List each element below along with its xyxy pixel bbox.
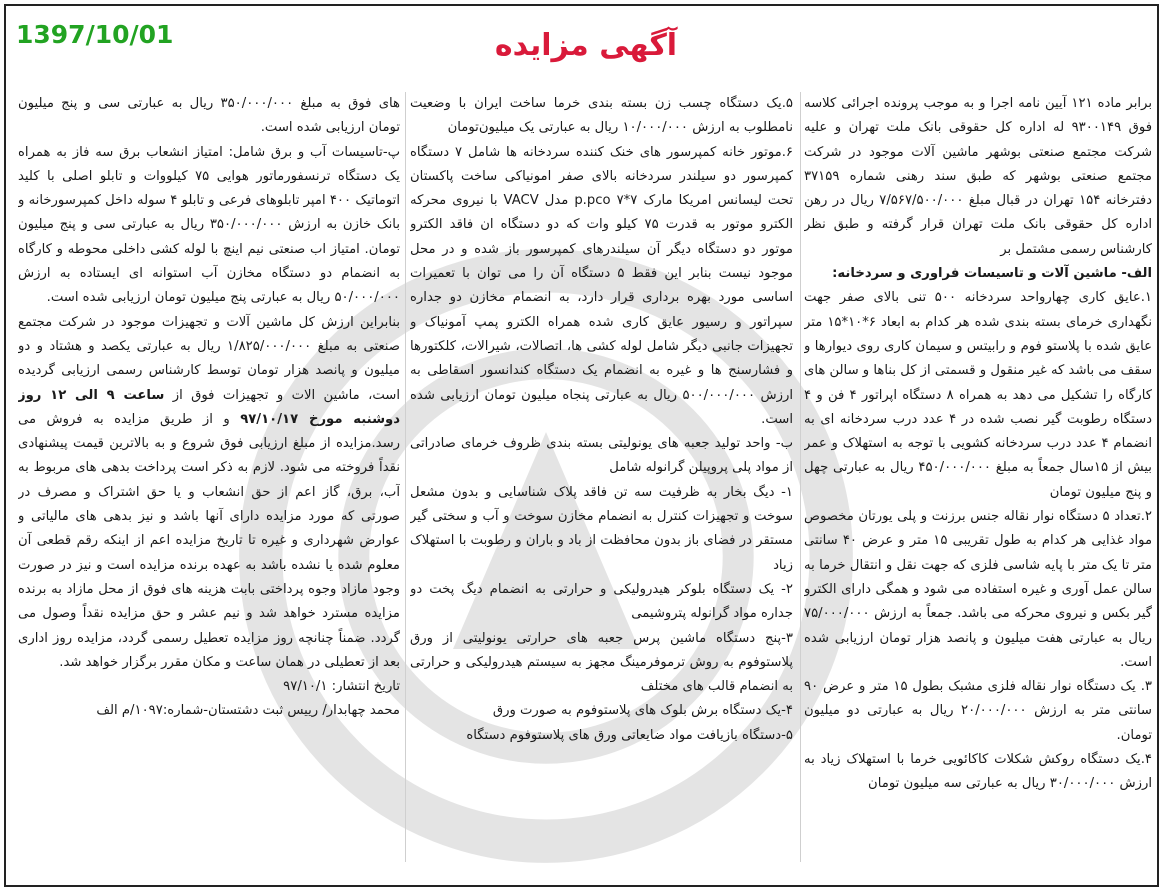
publish-date: تاریخ انتشار: ۹۷/۱۰/۱ [283,679,400,695]
auction-terms-text: و از طریق مزایده به فروش می رسد.مزایده از مبلغ ارزیابی فوق شروع و به بالاترین قیمت پیشنهادی نقداً فروخته می شود. لازم به ذکر است پرداخت بدهی های مربوط به آب، برق، گاز اعم از حق انشعاب و یا حق اشتراک و مصرف در صورتی که مورد مزایده دارای آنها باشد و نیز بدهی های مالیاتی و عوارض شهرداری و غیره تا تاریخ مزایده اعم از اینکه رقم قطعی آن معلوم شده یا نشده باشد به عهده برنده مزایده است و نیز در صورت وجود مازاد وجوه پرداختی بابت هزینه های فوق از محل مازاد به برنده مزایده مسترد خواهد شد و نیم عشر و حق مزایده نقداً وصول می گردد. ضمناً چنانچه روز مزایده تعطیل رسمی گردد، مزایده روز اداری بعد از تعطیلی در همان ساعت و مکان مقرر برگزار خواهد شد. [18,411,400,670]
list-item: ۳-پنج دستگاه ماشین پرس جعبه های حرارتی یونولیتی از ورق پلاستوفوم به روش ترموفرمینگ مجهز به سیستم هیدرولیکی و حرارتی به انضمام قالب های مختلف [410,630,793,695]
list-item: ۵-دستگاه بازیافت مواد ضایعاتی ورق های پلاستوفوم دستگاه [466,727,793,743]
section-b-title: ب- واحد تولید جعبه های یونولیتی بسته بندی ظروف خرمای صادراتی از مواد پلی پروپیلن گرانوله شامل [410,436,793,476]
auction-terms-text: بنابراین ارزش کل ماشین آلات و تجهیزات موجود در شرکت مجتمع صنعتی به مبلغ ۱/۸۲۵/۰۰۰/۰۰۰ ریال به عبارتی یکصد و هشتاد و دو میلیون و پانصد هزار تومان توسط کارشناس رسمی ارزیابی گردیده است، ماشین الات و تجهیزات فوق از [18,314,400,403]
section-c-paragraph: پ-تاسیسات آب و برق شامل: امتیاز انشعاب برق سه فاز به همراه یک دستگاه ترنسفورماتور هوایی ۷۵ کیلووات و تابلو اصلی با کلید اتوماتیک ۴۰۰ امپر تابلوهای فرعی و تابلو ۴ سوله داخل کمپرسورخانه و بانک خازن به ارزش ۳۵۰/۰۰۰/۰۰۰ ریال به عبارتی سی و پنج میلیون تومان. امتیاز اب صنعتی نیم اینچ با لوله کشی داخلی محوطه و کارگاه به انضمام دو دستگاه مخازن آب استوانه ای ایستاده به ارزش ۵۰/۰۰۰/۰۰۰ ریال به عبارتی پنج میلیون تومان ارزیابی شده است. [18,144,400,306]
list-item: ۱.عایق کاری چهارواحد سردخانه ۵۰۰ تنی بالای صفر جهت نگهداری خرمای بسته بندی شده هر کدام به ابعاد ۶*۱۰*۱۵ متر عایق شده با پلاستو فوم و رابیتس و سیمان کاری روی دیوارها و سقف می باشد که غیر منقول و قسمتی از کل بناها و سالن های کارگاه را تشکیل می دهد به همراه ۸ دستگاه اپراتور ۴ فن و ۴ دستگاه رطوبت گیر نصب شده در ۴ عدد درب سردخانه ای به انضمام ۴ عدد درب سردخانه کشویی با توجه به استهلاک و عمر بیش از ۱۵سال جمعاً به مبلغ ۴۵۰/۰۰۰/۰۰۰ ریال به عبارتی چهل و پنج میلیون تومان [804,290,1152,500]
auction-terms-paragraph [18,311,400,675]
column-right [804,92,1152,882]
list-item: ۶.موتور خانه کمپرسور های خنک کننده سردخانه ها شامل ۷ دستگاه کمپرسور دو سیلندر سردخانه بالای صفر امونیاکی ساخت پاکستان تحت لیسانس امریکا مارک p.pco ۷*۷ مدل VACV با نیروی محرکه الکترو موتور به قدرت ۷۵ کیلو وات که دو دستگاه ان فاقد الکترو موتور دو دستگاه دیگر آن سیلندرهای کمپرسور باز شده و در محل موجود نیست بنابر این فقط ۵ دستگاه آن را می توان با تعمیرات اساسی مورد بهره برداری قرار دارد، به انضمام مخازن دو جداره سپراتور و رسیور عایق کاری شده همراه الکترو پمپ آمونیاک و تجهیزات جانبی دیگر شامل لوله کشی ها، اتصالات، شیرالات، کلکتورها و فشارسنج ها و غیره به انضمام یک دستگاه کندانسور اسقاطی به ارزش ۵۰۰/۰۰۰/۰۰۰ ریال به عبارتی پنجاه میلیون تومان ارزیابی شده است. [410,144,793,427]
intro-paragraph: برابر ماده ۱۲۱ آیین نامه اجرا و به موجب پرونده اجرائی کلاسه فوق ۹۳۰۰۱۴۹ له اداره کل حقوقی بانک ملت تهران و علیه شرکت مجتمع صنعتی بوشهر ماشین آلات موجود در شرکت مجتمع صنعتی بوشهر که طبق سند رهنی شماره ۳۷۱۵۹ دفترخانه ۱۵۴ تهران در قبال مبلغ ۷/۵۶۷/۵۰۰/۰۰۰ ریال در رهن اداره کل حقوقی بانک ملت تهران قرار گرفته و طبق نظر کارشناس رسمی مشتمل بر [804,96,1152,257]
column-left [18,92,400,882]
section-a-title: الف- ماشین آلات و تاسیسات فراوری و سردخانه: [832,266,1152,282]
list-item: ۳. یک دستگاه نوار نقاله فلزی مشبک بطول ۱۵ متر و عرض ۹۰ سانتی متر به ارزش ۲۰/۰۰۰/۰۰۰ ریال به عبارتی دو میلیون تومان. [804,679,1152,743]
column-middle [410,92,793,882]
auction-time: ساعت ۹ الی ۱۲ روز دوشنبه مورخ ۹۷/۱۰/۱۷ [18,387,400,427]
list-item: ۱- دیگ بخار به ظرفیت سه تن فاقد پلاک شناسایی و بدون مشعل سوخت و تجهیزات کنترل به انضمام مخازن سوخت و آب و سختی گیر مستقر در فضای باز بدون محافظت از باد و باران و رطوبت با استهلاک زیاد [410,484,793,573]
list-item: ۲- یک دستگاه بلوکر هیدرولیکی و حرارتی به انضمام دیگ پخت دو جداره مواد گرانوله پتروشیمی [410,581,793,622]
column-divider [800,92,801,862]
column-divider [405,92,406,862]
list-item: ۴-یک دستگاه برش بلوک های پلاستوفوم به صورت ورق [492,703,793,719]
signature: محمد چهابدار/ رییس ثبت دشتستان-شماره:۱۰۹۷/م الف [96,703,400,719]
list-item: ۴.یک دستگاه روکش شکلات کاکائویی خرما با استهلاک زیاد به ارزش ۳۰/۰۰۰/۰۰۰ ریال به عبارتی سه میلیون تومان [804,752,1152,792]
paragraph: های فوق به مبلغ ۳۵۰/۰۰۰/۰۰۰ ریال به عبارتی سی و پنج میلیون تومان ارزیابی شده است. [18,96,400,136]
list-item: ۵.یک دستگاه چسب زن بسته بندی خرما ساخت ایران با وضعیت نامطلوب به ارزش ۱۰/۰۰۰/۰۰۰ ریال به عبارتی یک میلیون‌تومان [410,96,793,136]
list-item: ۲.تعداد ۵ دستگاه نوار نقاله جنس برزنت و پلی یورتان مخصوص مواد غذایی هر کدام به طول تقریبی ۱۵ متر و عرض ۴۰ سانتی متر تا یک متر با پایه شاسی فلزی که جهت نقل و انتقال خرما به سالن عمل آوری و غیره استفاده می شود و همگی دارای الکترو گیر بکس و نیروی محرکه می باشد. جمعاً به ارزش ۷۵/۰۰۰/۰۰۰ ریال به عبارتی هفت میلیون و پانصد هزار تومان ارزیابی شده است. [804,509,1152,670]
date-stamp: 1397/10/01 [16,20,174,49]
advertisement-frame [4,4,1159,887]
page-title: آگهی مزایده [494,28,678,63]
